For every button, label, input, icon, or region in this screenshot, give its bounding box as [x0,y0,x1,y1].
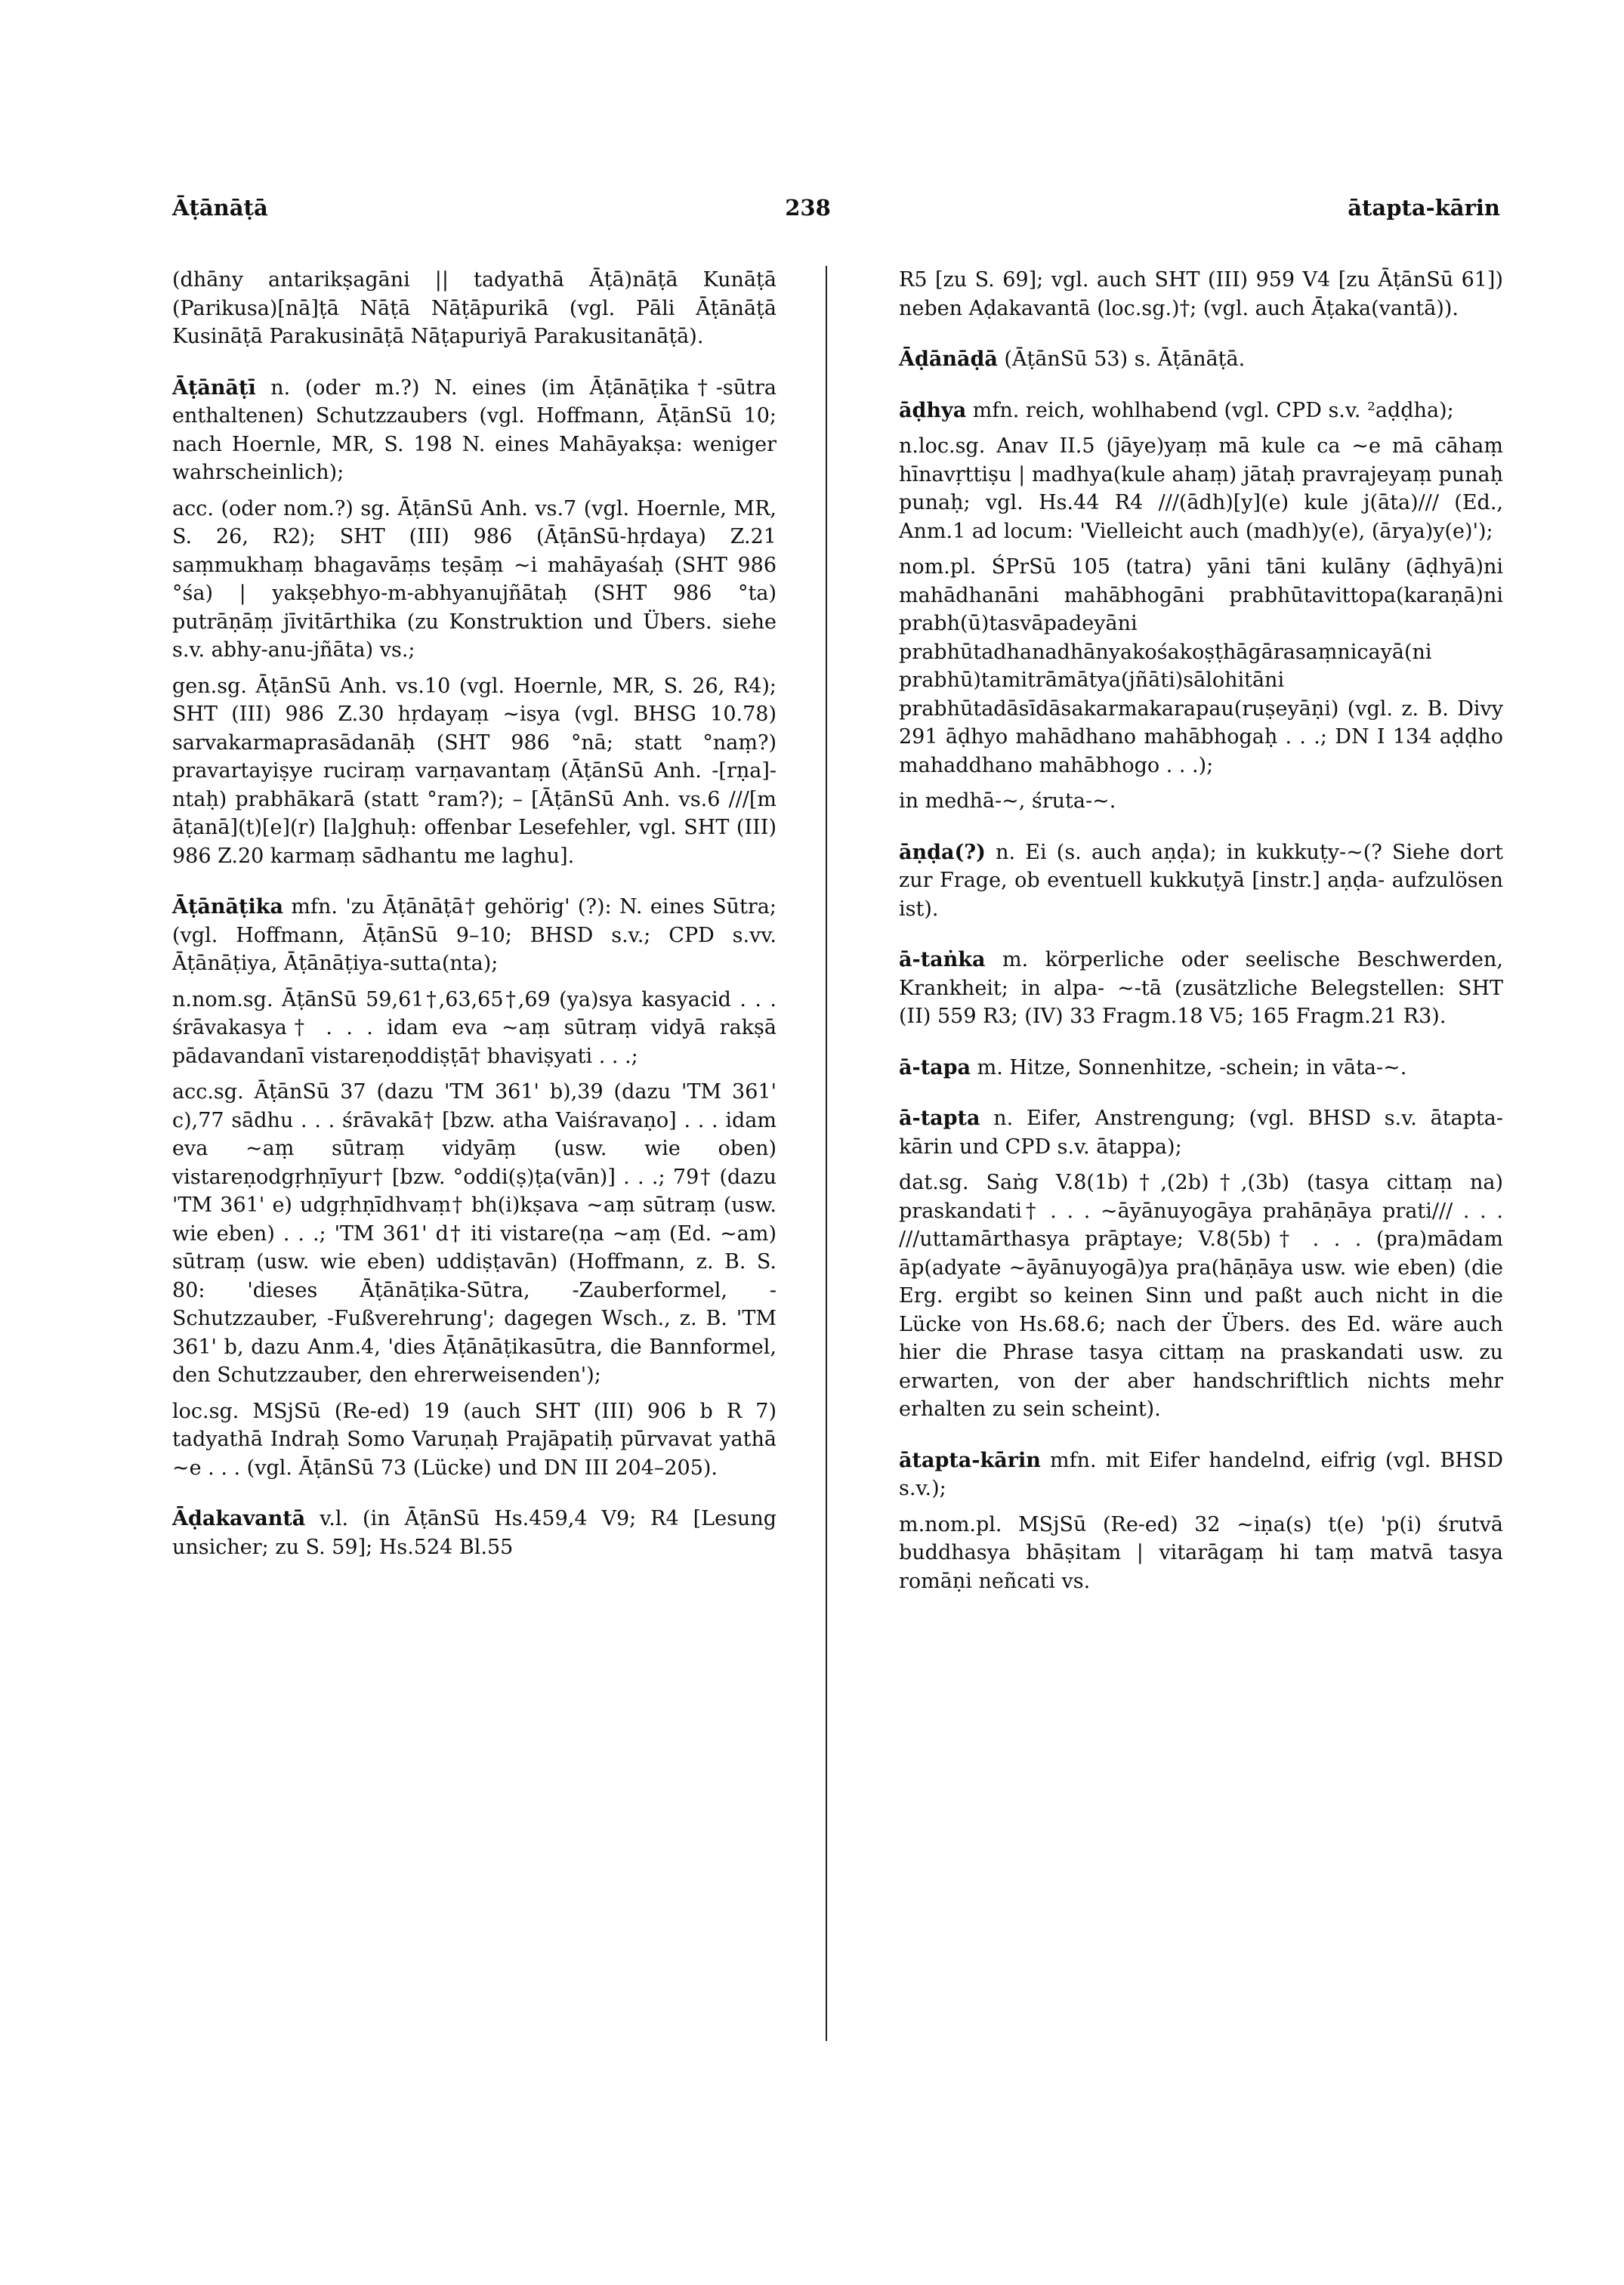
entry-definition: mfn. mit Eifer handelnd, eifrig (vgl. BHSD s.v.); [899,1448,1504,1500]
entry-definition: mfn. reich, wohlhabend (vgl. CPD s.v. ²aḍḍha); [972,398,1454,422]
entry-atapta-karin [899,1447,1503,1596]
entry-atanatika [172,893,776,1482]
entry-atapta [899,1104,1503,1424]
entry-definition: m. Hitze, Sonnenhitze, -schein; in vāta-~. [977,1055,1407,1079]
entry-definition: v.l. (in ĀṭānSū Hs.459,4 V9; R4 [Lesung unsicher; zu S. 59]; Hs.524 Bl.55 [172,1507,776,1559]
entry-headword: ā-tapa [899,1055,971,1079]
left-column [172,266,776,1569]
entry-continuation: R5 [zu S. 69]; vgl. auch SHT (III) 959 V4 [zu ĀṭānSū 61]) neben Aḍakavantā (loc.sg.)†; (vgl. auch Āṭaka(vantā)). [899,268,1503,320]
entry-compounds: in medhā-~, śruta-~. [899,789,1116,813]
entry-citation-loc: n.loc.sg. Anav II.5 (jāye)yaṃ mā kule ca ~e mā cāhaṃ hīnavṛttiṣu | madhya(kule ahaṃ) jātaḥ pravrajeyaṃ punaḥ punaḥ; vgl. Hs.44 R4 ///(ādh)[y](e) kule j(āta)/// (Ed., Anm.1 ad locum: 'Vielleicht auch (madh)y(e), (ārya)y(e)'); [899,434,1503,543]
entry-headword: ā-taṅka [899,948,986,971]
entry-citation-nom: nom.pl. ŚPrSū 105 (tatra) yāni tāni kulāny (āḍhyā)ni mahādhanāni mahābhogāni prabhūtavittopa(karaṇā)ni prabh(ū)tasvāpadeyāni prabhūtadhanadhānyakośakoṣṭhāgārasaṃnicayā(ni prabhū)tamitrāmātya(jñāti)sālohitāni prabhūtadāsīdāsakarmakarapau(ruṣeyāṇi) (vgl. z. B. Divy 291 āḍhyo mahādhano mahābhogaḥ . . .; DN I 134 aḍḍho mahaddhano mahābhogo . . .); [899,555,1503,777]
entry-headword: āṇḍa(?) [899,840,986,864]
entry-headword: Āḍānāḍā [899,347,998,371]
entry-definition: mfn. 'zu Āṭānāṭā† gehörig' (?): N. eines Sūtra; (vgl. Hoffmann, ĀṭānSū 9–10; BHSD s.v.; CPD s.vv. Āṭānāṭiya, Āṭānāṭiya-sutta(nta); [172,895,776,975]
running-header [172,195,1500,221]
entry-definition: n. Eifer, Anstrengung; (vgl. BHSD s.v. ātapta-kārin und CPD s.v. ātappa); [899,1107,1503,1159]
entry-adanada [899,345,1503,374]
entry-citation-dat: dat.sg. Saṅg V.8(1b)†,(2b)†,(3b) (tasya cittaṃ na) praskandati† . . . ~āyānuyogāya prahāṇāya prati/// . . . ///uttamārthasya prāptaye; V.8(5b)† . . . (pra)mādam āp(adyate ~āyānuyogā)ya pra(hāṇāya usw. wie eben) (die Erg. ergibt so keinen Sinn und paßt auch nicht in die Lücke von Hs.68.6; nach der Übers. des Ed. wäre auch hier die Phrase tasya cittaṃ na praskandati usw. zu erwarten, von der aber handschriftlich nichts mehr erhalten zu sein scheint). [899,1171,1503,1421]
column-divider [826,266,827,2041]
entry-citation-acc: acc.sg. ĀṭānSū 37 (dazu 'TM 361' b),39 (dazu 'TM 361' c),77 sādhu . . . śrāvakā† [bzw. atha Vaiśravaṇo] . . . idam eva ~aṃ sūtraṃ vidyāṃ (usw. wie oben) vistareṇodgṛhṇīyur† [bzw. °oddi(ṣ)ṭa(vān)] . . .; 79† (dazu 'TM 361' e) udgṛhṇīdhvaṃ† bh(i)kṣava ~aṃ sūtraṃ (usw. wie eben) . . .; 'TM 361' d† iti vistare(ṇa ~aṃ (Ed. ~am) sūtraṃ (usw. wie eben) uddiṣṭavān) (Hoffmann, z. B. S. 80: 'dieses Āṭānāṭika-Sūtra, -Zauberformel, -Schutzzauber, -Fußverehrung'; dagegen Wsch., z. B. 'TM 361' b, dazu Anm.4, 'dies Āṭānāṭikasūtra, die Bannformel, den Schutzzauber, den ehrerweisenden'); [172,1080,776,1387]
entry-atapa [899,1054,1503,1082]
entry-continuation: (dhāny antarikṣagāni || tadyathā Āṭā)nāṭā Kunāṭā (Parikusa)[nā]ṭā Nāṭā Nāṭāpurikā (vgl. Pāli Āṭānāṭā Kusināṭā Parakusināṭā Nāṭapuriyā Parakusitanāṭā). [172,268,776,348]
header-right-headword: ātapta-kārin [1348,195,1500,221]
entry-definition: n. (oder m.?) N. eines (im Āṭānāṭika†-sūtra enthaltenen) Schutzzaubers (vgl. Hoffmann, ĀṭānSū 10; nach Hoernle, MR, S. 198 N. eines Mahāyakṣa: weniger wahrscheinlich); [172,375,776,484]
entry-citation-nom: n.nom.sg. ĀṭānSū 59,61†,63,65†,69 (ya)sya kasyacid . . . śrāvakasya† . . . idam eva ~aṃ sūtraṃ vidyā rakṣā pādavandanī vistareṇoddiṣṭā† bhaviṣyati . . .; [172,987,776,1068]
entry-headword: Āṭānāṭī [172,375,256,400]
entry-citation-acc: acc. (oder nom.?) sg. ĀṭānSū Anh. vs.7 (vgl. Hoernle, MR, S. 26, R2); SHT (III) 986 (ĀṭānSū-hṛdaya) Z.21 saṃmukhaṃ bhagavāṃs teṣāṃ ~i mahāyaśaḥ (SHT 986 °śa) | yakṣebhyo-m-abhyanujñātaḥ (SHT 986 °ta) putrāṇāṃ jīvitārthika (zu Konstruktion und Übers. siehe s.v. abhy-anu-jñāta) vs.; [172,496,776,662]
entry-atanati [172,374,776,871]
entry-headword: ātapta-kārin [899,1448,1041,1472]
entry-citation-nom: m.nom.pl. MSjSū (Re-ed) 32 ~iṇa(s) t(e) 'p(i) śrutvā buddhasya bhāṣitam | vitarāgaṃ hi taṃ matvā tasya romāṇi neñcati vs. [899,1512,1503,1593]
header-left-headword: Āṭānāṭā [172,195,268,221]
entry-citation-gen: gen.sg. ĀṭānSū Anh. vs.10 (vgl. Hoernle, MR, S. 26, R4); SHT (III) 986 Z.30 hṛdayaṃ ~isya (vgl. BHSG 10.78) sarvakarmaprasādanāḥ (SHT 986 °nā; statt °naṃ?) pravartayiṣye ruciraṃ varṇavantaṃ (ĀṭānSū Anh. -[rṇa]-ntaḥ) prabhākarā (statt °ram?); – [ĀṭānSū Anh. vs.6 ///[m āṭanā](t)[e](r) [la]ghuḥ: offenbar Lesefehler, vgl. SHT (III) 986 Z.20 karmaṃ sādhantu me laghu]. [172,674,776,868]
entry-adakavanta [172,1505,776,1561]
entry-headword: āḍhya [899,398,967,422]
entry-headword: Āṭānāṭika [172,895,283,919]
entry-definition: n. Ei (s. auch aṇḍa); in kukkuṭy-~(? Siehe dort zur Frage, ob eventuell kukkuṭyā [instr.] aṇḍa- aufzulösen ist). [899,840,1503,921]
entry-headword: ā-tapta [899,1107,980,1130]
entry-anda [899,838,1503,924]
entry-citation-loc: loc.sg. MSjSū (Re-ed) 19 (auch SHT (III) 906 b R 7) tadyathā Indraḥ Somo Varuṇaḥ Prajāpatiḥ pūrvavat yathā ~e . . . (vgl. ĀṭānSū 73 (Lücke) und DN III 204–205). [172,1399,776,1480]
entry-definition: (ĀṭānSū 53) s. Āṭānāṭā. [1004,347,1246,371]
entry-headword: Āḍakavantā [172,1507,306,1530]
entry-adhya [899,397,1503,816]
page-number: 238 [785,195,831,221]
entry-atanka [899,946,1503,1031]
entry-definition: m. körperliche oder seelische Beschwerden, Krankheit; in alpa- ~-tā (zusätzliche Belegstellen: SHT (II) 559 R3; (IV) 33 Fragm.18 V5; 165 Fragm.21 R3). [899,948,1503,1028]
right-column [899,266,1503,1618]
